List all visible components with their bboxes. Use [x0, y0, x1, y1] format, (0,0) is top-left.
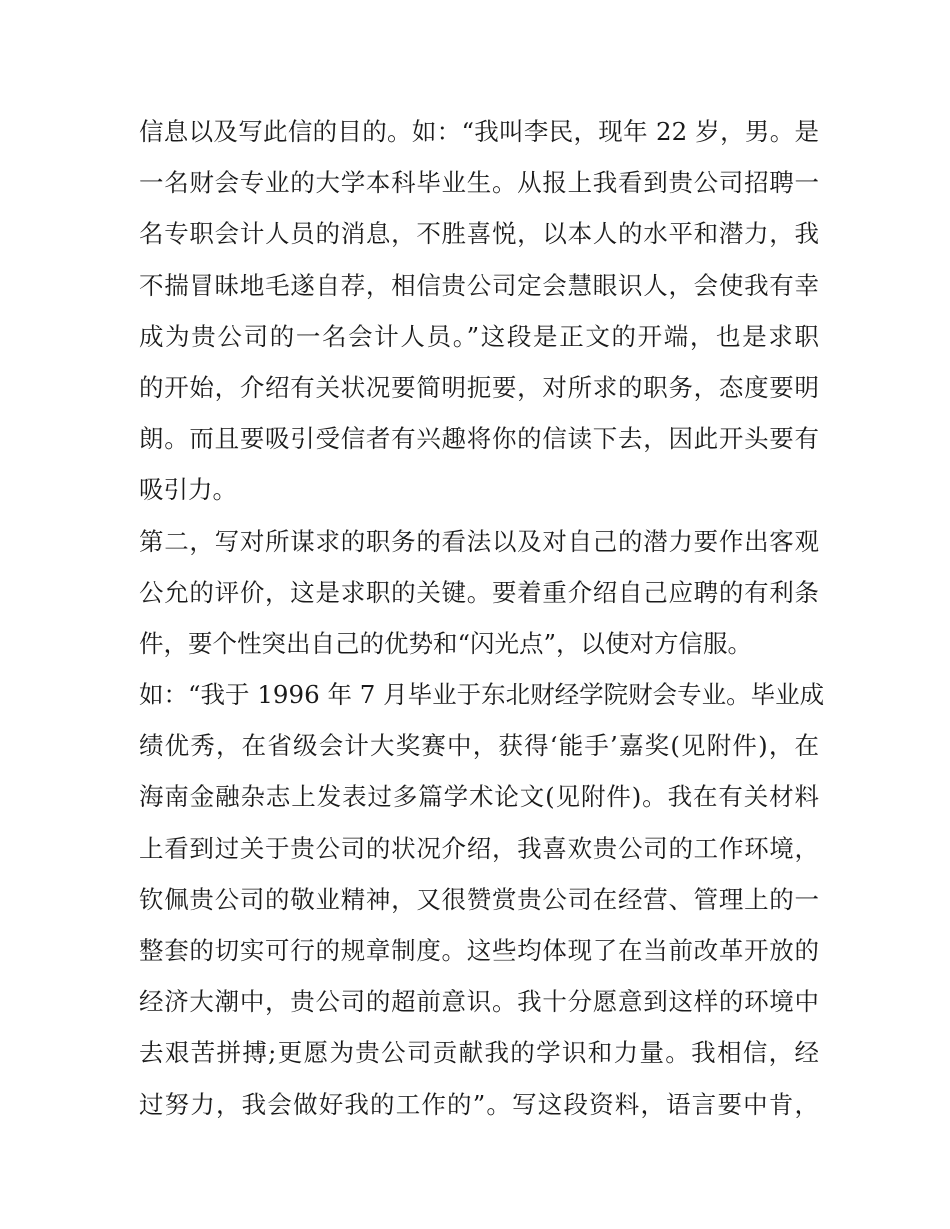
- text-line: 上看到过关于贵公司的状况介绍，我喜欢贵公司的工作环境，: [139, 833, 819, 863]
- text-line: 海南金融杂志上发表过多篇学术论文(见附件)。我在有关材料: [139, 782, 819, 812]
- text-line: 吸引力。: [139, 475, 237, 505]
- text-line: 名专职会计人员的消息，不胜喜悦，以本人的水平和潜力，我: [139, 219, 819, 249]
- text-line: 一名财会专业的大学本科毕业生。从报上我看到贵公司招聘一: [139, 168, 819, 198]
- text-line: 经济大潮中，贵公司的超前意识。我十分愿意到这样的环境中: [139, 987, 819, 1017]
- text-line: 的开始，介绍有关状况要简明扼要，对所求的职务，态度要明: [139, 372, 819, 402]
- text-line: 件，要个性突出自己的优势和“闪光点”，以使对方信服。: [139, 628, 753, 658]
- text-line: 去艰苦拼搏;更愿为贵公司贡献我的学识和力量。我相信，经: [139, 1038, 819, 1068]
- text-line: 成为贵公司的一名会计人员。”这段是正文的开端，也是求职: [139, 321, 819, 351]
- text-line: 不揣冒昧地毛遂自荐，相信贵公司定会慧眼识人，会使我有幸: [139, 270, 819, 300]
- text-line: 朗。而且要吸引受信者有兴趣将你的信读下去，因此开头要有: [139, 424, 819, 454]
- text-line: 信息以及写此信的目的。如：“我叫李民，现年 22 岁，男。是: [139, 117, 819, 146]
- body-text: [139, 106, 825, 1130]
- text-line: 过努力，我会做好我的工作的”。写这段资料，语言要中肯，: [139, 1089, 819, 1119]
- text-line: 第二，写对所谋求的职务的看法以及对自己的潜力要作出客观: [139, 526, 819, 556]
- text-line: 公允的评价，这是求职的关键。要着重介绍自己应聘的有利条: [139, 577, 819, 607]
- text-line: 钦佩贵公司的敬业精神，又很赞赏贵公司在经营、管理上的一: [139, 884, 819, 914]
- text-line: 如：“我于 1996 年 7 月毕业于东北财经学院财会专业。毕业成: [139, 680, 825, 710]
- text-line: 绩优秀，在省级会计大奖赛中，获得‘能手’嘉奖(见附件)，在: [139, 731, 819, 761]
- text-line: 整套的切实可行的规章制度。这些均体现了在当前改革开放的: [139, 936, 819, 965]
